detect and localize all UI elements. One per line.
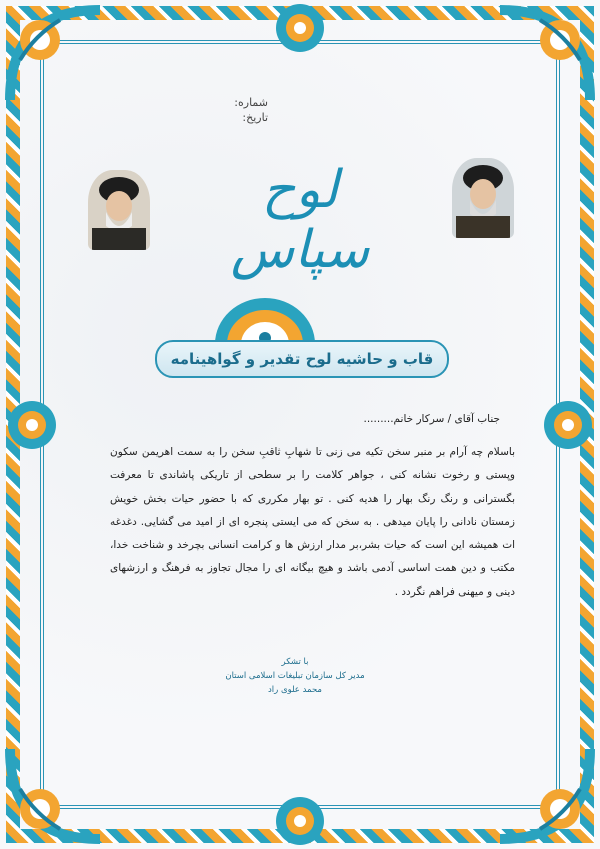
- certificate-title: لوح سپاس: [230, 160, 370, 280]
- top-ornament-icon: [270, 0, 330, 58]
- date-label: تاریخ:: [242, 111, 268, 124]
- body-text: باسلام چه آرام بر منبر سخن تکیه می زنی تا شهابِ ثاقبِ سخن را به سمت اهریمن سکون وپستی و رخوت نشانه کنی ، جواهر کلامت را بر سطحی از تاریکی پاشاندی تا معرفت بگسترانی و رنگ رنگ بهار را هدیه کنی . تو بهار مکرری که با حضور حیات بخش خویش زمستان نادانی را پایان میدهی . به سخن که می ایستی پنجره ای از امید می گشایی. دغدغه ات همیشه این است که حیات بشر،بر مدار ارزش ها و کرامت انسانی بچرخد و شناخت خدا، مکتب و دین همت اساسی آدمی باشد و هیچ بیگانه ای را مجال تجاوز به فرهنگ و ارزشهای دینی و میهنی فراهم نگردد .: [110, 446, 515, 598]
- salutation: جناب آقای / سرکار خانم.........: [363, 413, 500, 425]
- portrait-left: [88, 170, 150, 250]
- corner-ornament-icon: [490, 0, 600, 110]
- header-meta: [228, 95, 268, 125]
- portrait-right: [452, 158, 514, 238]
- side-ornament-icon: [2, 395, 62, 455]
- signature-block: [210, 655, 380, 697]
- corner-ornament-icon: [0, 0, 110, 110]
- bottom-ornament-icon: [270, 791, 330, 849]
- signature-title: مدیر کل سازمان تبلیغات اسلامی استان: [225, 671, 365, 681]
- side-ornament-icon: [538, 395, 598, 455]
- medallion-icon: [215, 298, 315, 344]
- corner-ornament-icon: [0, 739, 110, 849]
- banner: قاب و حاشیه لوح تقدیر و گواهینامه: [155, 340, 449, 378]
- signature-thanks: با تشکر: [281, 657, 309, 667]
- signature-name: محمد علوی راد: [267, 685, 322, 695]
- number-label: شماره:: [234, 96, 268, 109]
- corner-ornament-icon: [490, 739, 600, 849]
